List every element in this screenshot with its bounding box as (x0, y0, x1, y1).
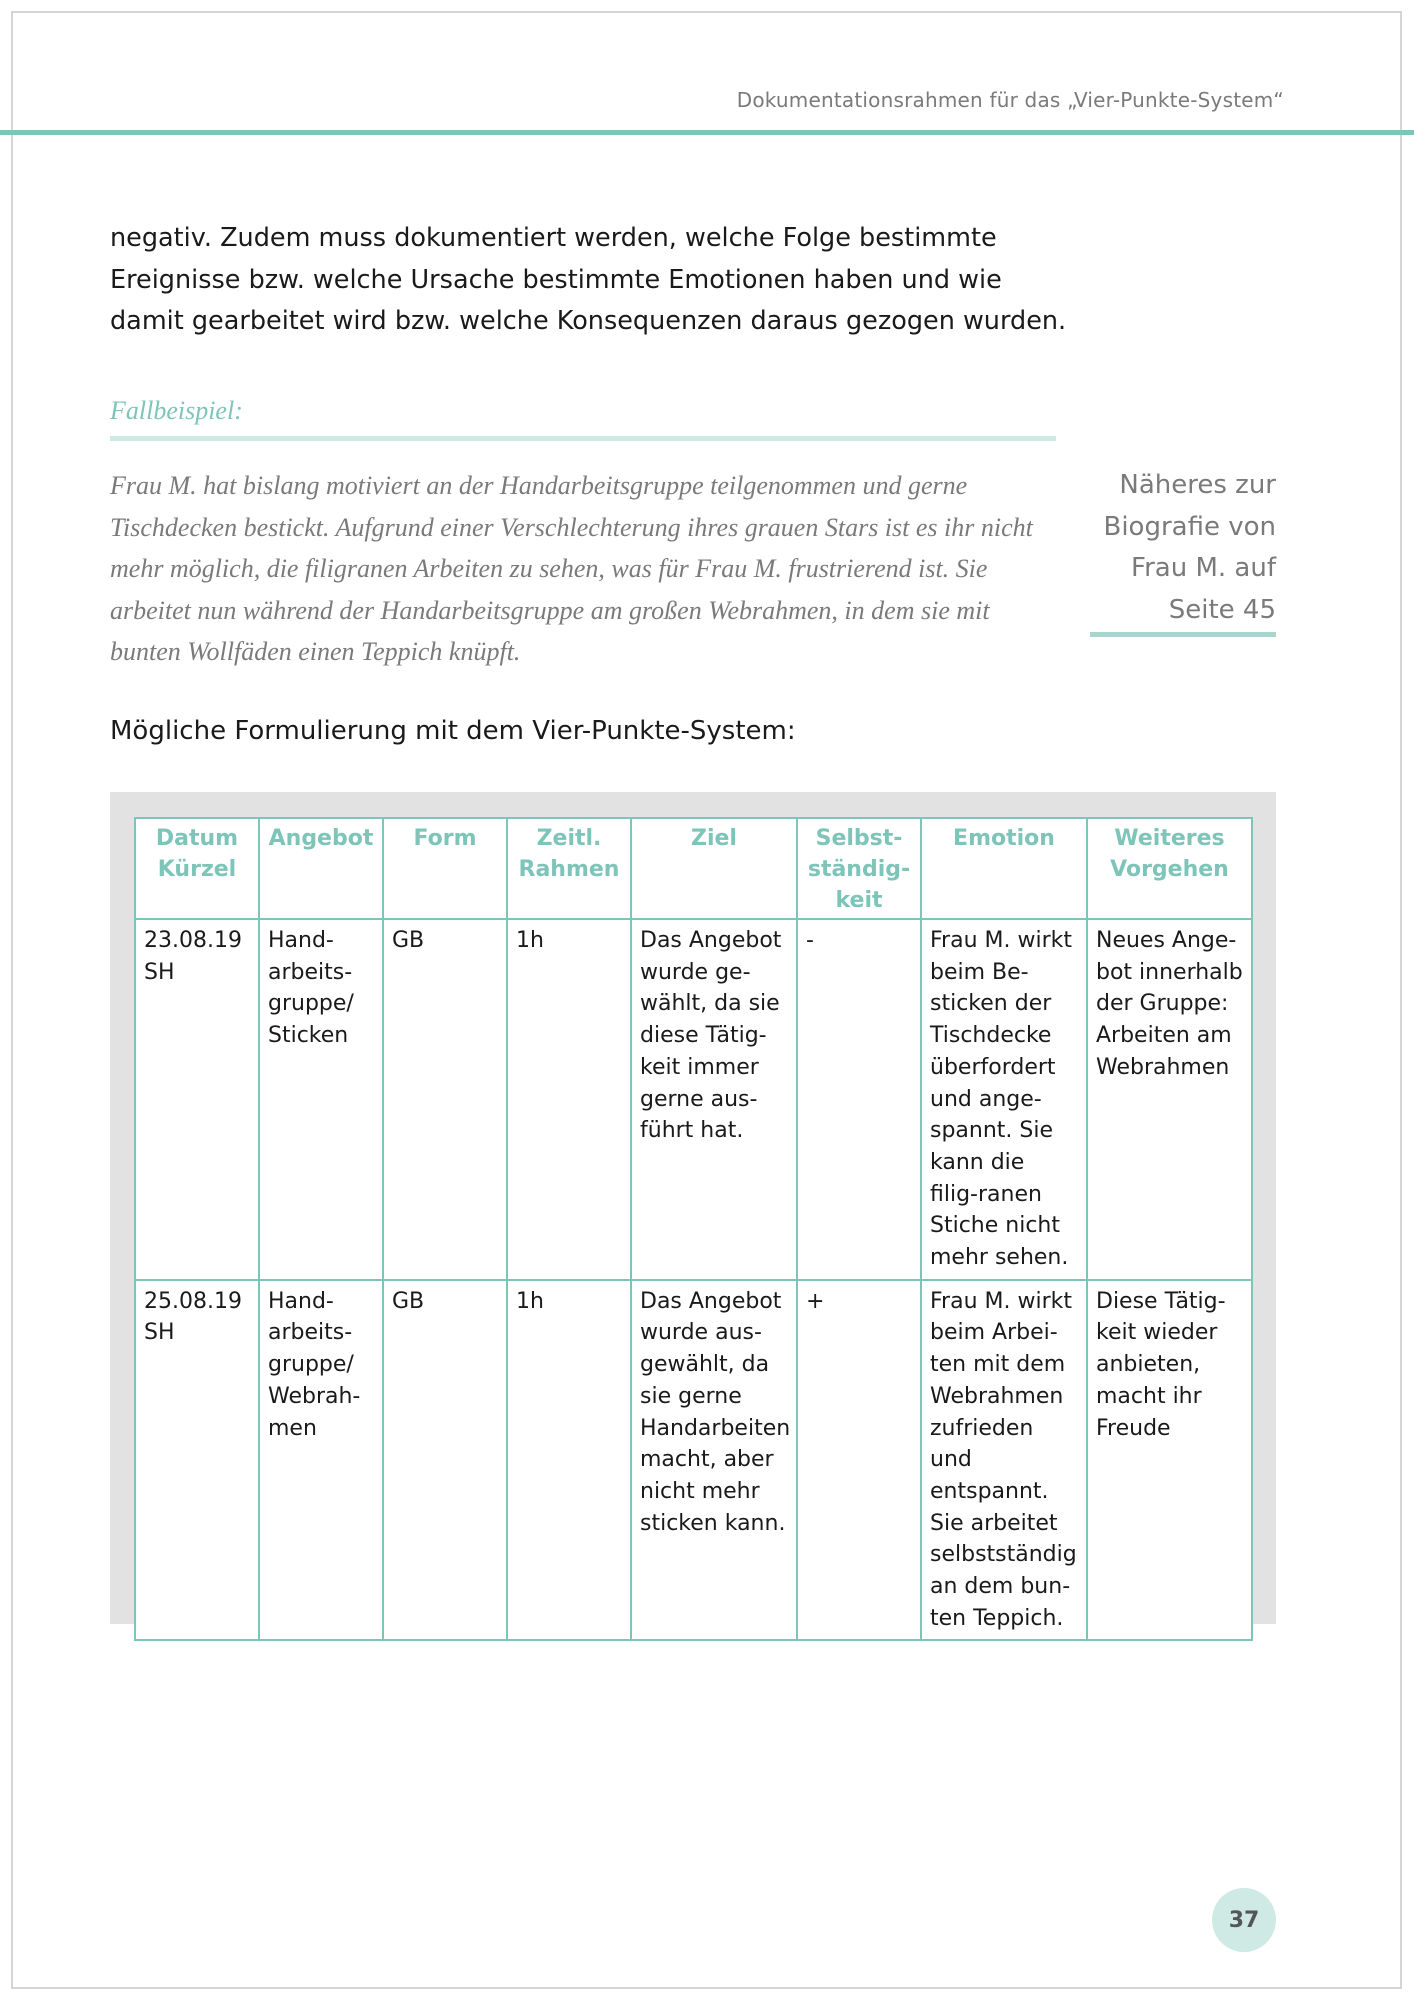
header-rule (0, 130, 1414, 135)
case-example-title: Fallbeispiel: (110, 396, 243, 425)
table-row (135, 919, 1252, 1280)
page-number-badge: 37 (1212, 1888, 1276, 1952)
table-cell: 1h (507, 1280, 631, 1641)
column-header-selbststaendigkeit: Selbst-ständig-keit (797, 818, 921, 919)
intro-paragraph: negativ. Zudem muss dokumentiert werden, welche Folge bestimmte Ereignisse bzw. welche Ursache bestimmte Emotionen haben und wie damit gearbeitet wird bzw. welche Konsequenzen daraus gezogen wurden. (110, 223, 1067, 336)
column-header-angebot: Angebot (259, 818, 383, 919)
formulation-heading: Mögliche Formulierung mit dem Vier-Punkte-System: (110, 716, 796, 746)
table-cell: - (797, 919, 921, 1280)
table-row (135, 1280, 1252, 1641)
column-header-emotion: Emotion (921, 818, 1087, 919)
table-background (110, 792, 1276, 1631)
column-header-weiteres-vorgehen: Weiteres Vorgehen (1087, 818, 1252, 919)
table-cell: Hand- arbeits- gruppe/ Webrah- men (259, 1280, 383, 1641)
column-header-form: Form (383, 818, 507, 919)
table-cell: Das Angebot wurde aus-gewählt, da sie gerne Handarbeiten macht, aber nicht mehr sticken kann. (631, 1280, 797, 1641)
table-cell: Hand- arbeits- gruppe/ Sticken (259, 919, 383, 1280)
table-cell: + (797, 1280, 921, 1641)
running-header: Dokumentationsrahmen für das „Vier-Punkte-System“ (736, 88, 1284, 112)
table-cell: 25.08.19 SH (135, 1280, 259, 1641)
column-header-zeitl-rahmen: Zeitl. Rahmen (507, 818, 631, 919)
table-cell: 1h (507, 919, 631, 1280)
column-header-ziel: Ziel (631, 818, 797, 919)
table-cell: GB (383, 1280, 507, 1641)
table-cell: Neues Ange-bot innerhalb der Gruppe: Arbeiten am Webrahmen (1087, 919, 1252, 1280)
table-cell: GB (383, 919, 507, 1280)
side-note-biography: Näheres zur Biografie von Frau M. auf Seite 45 (1103, 470, 1276, 625)
table-cell: Diese Tätig-keit wieder anbieten, macht ihr Freude (1087, 1280, 1252, 1641)
table-cell: 23.08.19 SH (135, 919, 259, 1280)
column-header-datum: Datum Kürzel (135, 818, 259, 919)
table-header-row (135, 818, 1252, 919)
side-note-rule (1090, 632, 1276, 637)
table-cell: Frau M. wirkt beim Arbei-ten mit dem Webrahmen zufrieden und entspannt. Sie arbeitet selbstständig an dem bun-ten Teppich. (921, 1280, 1087, 1641)
case-example-rule (110, 436, 1056, 441)
table-cell: Frau M. wirkt beim Be-sticken der Tischdecke überfordert und ange-spannt. Sie kann die filig-ranen Stiche nicht mehr sehen. (921, 919, 1087, 1280)
table-cell: Das Angebot wurde ge-wählt, da sie diese Tätig-keit immer gerne aus-führt hat. (631, 919, 797, 1280)
documentation-table (134, 817, 1253, 1641)
case-example-text: Frau M. hat bislang motiviert an der Handarbeitsgruppe teilgenommen und gerne Tischdecken bestickt. Aufgrund einer Verschlechterung ihres grauen Stars ist es ihr nicht mehr möglich, die filigranen Arbeiten zu sehen, was für Frau M. frustrierend ist. Sie arbeitet nun während der Handarbeitsgruppe am großen Webrahmen, in dem sie mit bunten Wollfäden einen Teppich knüpft. (110, 471, 1033, 666)
